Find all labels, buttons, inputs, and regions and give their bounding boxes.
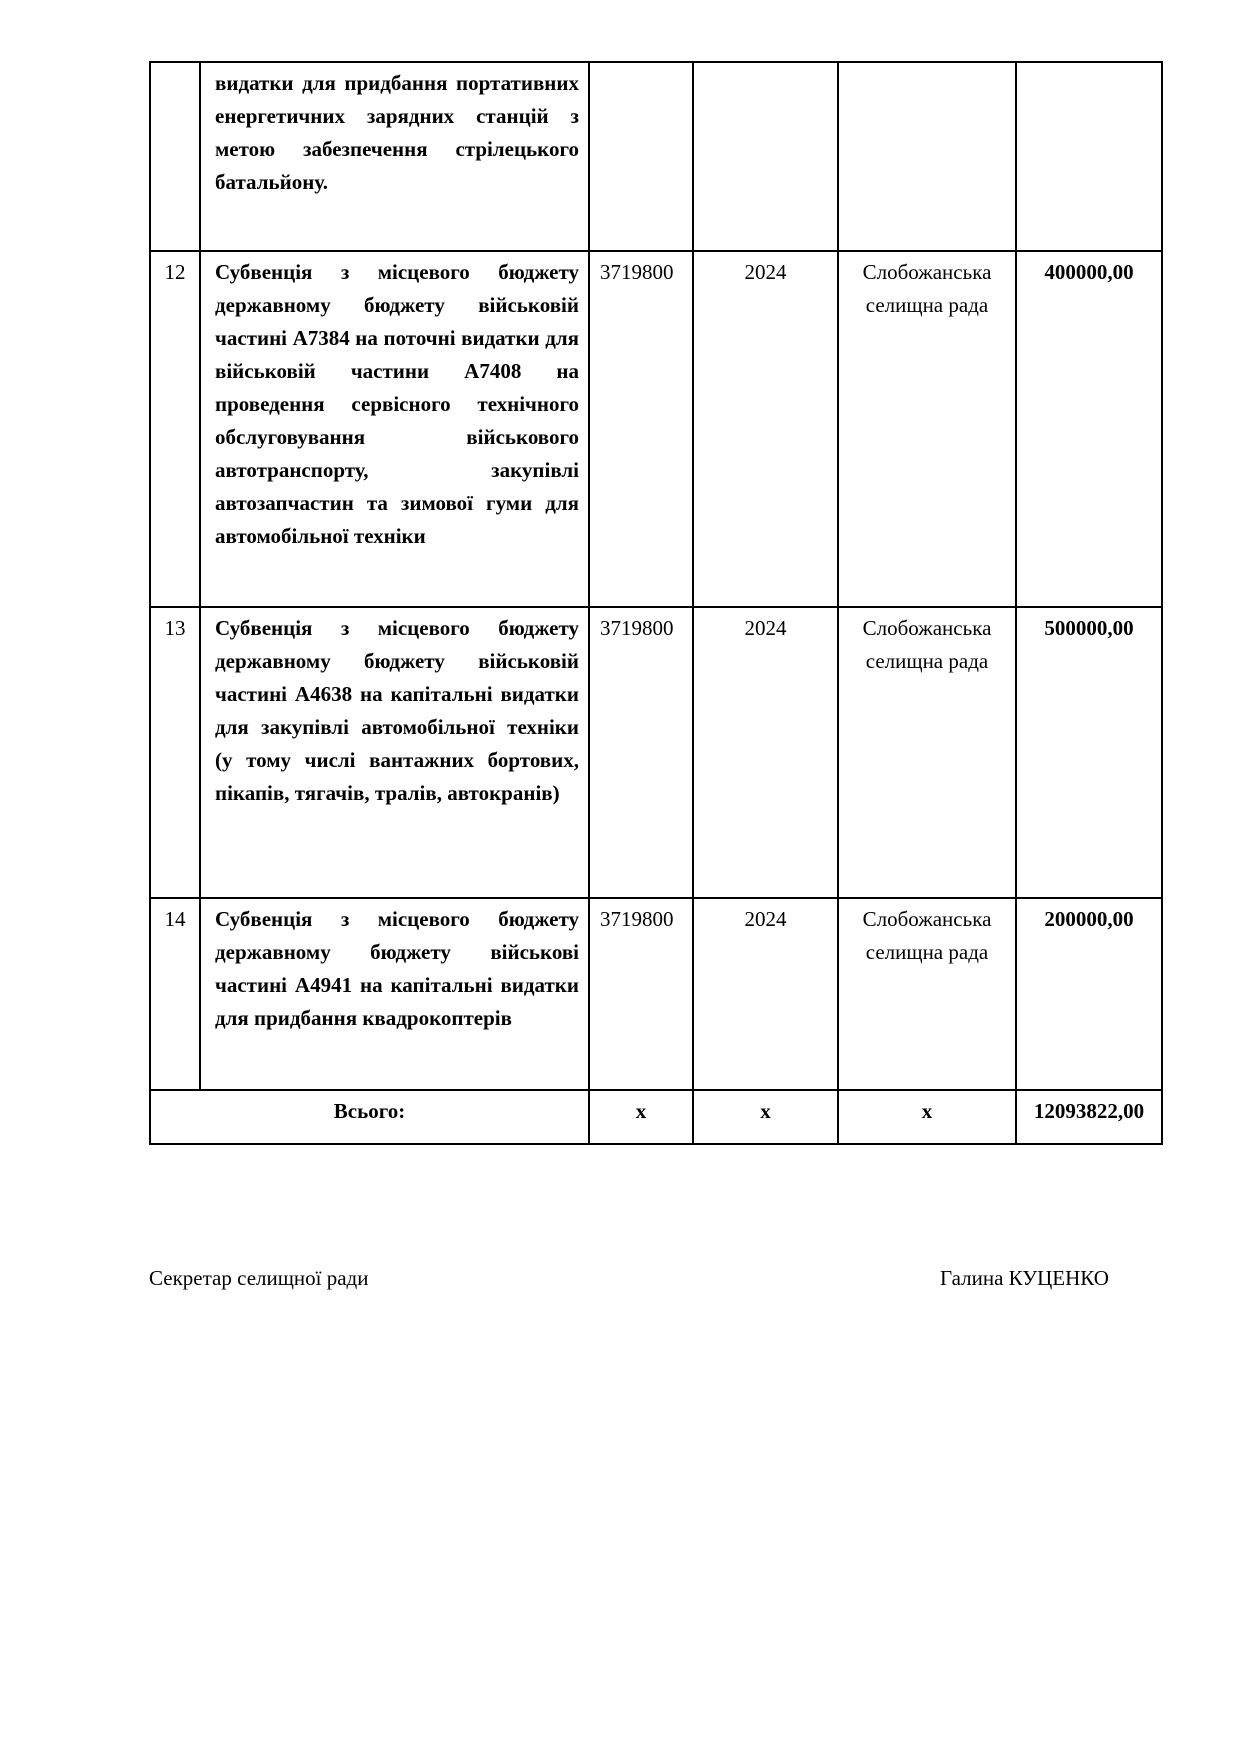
row-number: 12 <box>150 251 200 607</box>
row-description: видатки для придбання портативних енергетичних зарядних станцій з метою забезпечення стрілецького батальйону. <box>200 62 589 251</box>
total-executor: х <box>838 1090 1016 1144</box>
table-row <box>150 607 1162 898</box>
row-description: Субвенція з місцевого бюджету державному бюджету військовій частині А7384 на поточні видатки для військовій частини А7408 на проведення сервісного технічного обслуговування військового автотранспорту, закупівлі автозапчастин та зимової гуми для автомобільної техніки <box>200 251 589 607</box>
row-amount: 500000,00 <box>1016 607 1162 898</box>
row-amount: 200000,00 <box>1016 898 1162 1090</box>
total-label: Всього: <box>150 1090 589 1144</box>
row-number: 14 <box>150 898 200 1090</box>
row-description: Субвенція з місцевого бюджету державному бюджету військові частині А4941 на капітальні видатки для придбання квадрокоптерів <box>200 898 589 1090</box>
row-executor: Слобожанська селищна рада <box>838 607 1016 898</box>
row-amount <box>1016 62 1162 251</box>
signature-position: Секретар селищної ради <box>149 1266 369 1290</box>
budget-table <box>149 61 1163 1145</box>
table-row <box>150 62 1162 251</box>
row-code: 3719800 <box>589 898 693 1090</box>
row-number <box>150 62 200 251</box>
row-code: 3719800 <box>589 251 693 607</box>
row-executor: Слобожанська селищна рада <box>838 898 1016 1090</box>
row-executor <box>838 62 1016 251</box>
row-code: 3719800 <box>589 607 693 898</box>
row-number: 13 <box>150 607 200 898</box>
signature-name: Галина КУЦЕНКО <box>940 1266 1109 1290</box>
row-year <box>693 62 838 251</box>
total-amount: 12093822,00 <box>1016 1090 1162 1144</box>
row-executor: Слобожанська селищна рада <box>838 251 1016 607</box>
total-code: х <box>589 1090 693 1144</box>
total-row <box>150 1090 1162 1144</box>
row-year: 2024 <box>693 251 838 607</box>
row-amount: 400000,00 <box>1016 251 1162 607</box>
table-row <box>150 251 1162 607</box>
row-year: 2024 <box>693 898 838 1090</box>
row-description: Субвенція з місцевого бюджету державному бюджету військовій частині А4638 на капітальні видатки для закупівлі автомобільної техніки (у тому числі вантажних бортових, пікапів, тягачів, тралів, автокранів) <box>200 607 589 898</box>
total-year: х <box>693 1090 838 1144</box>
row-code <box>589 62 693 251</box>
row-year: 2024 <box>693 607 838 898</box>
table-row <box>150 898 1162 1090</box>
